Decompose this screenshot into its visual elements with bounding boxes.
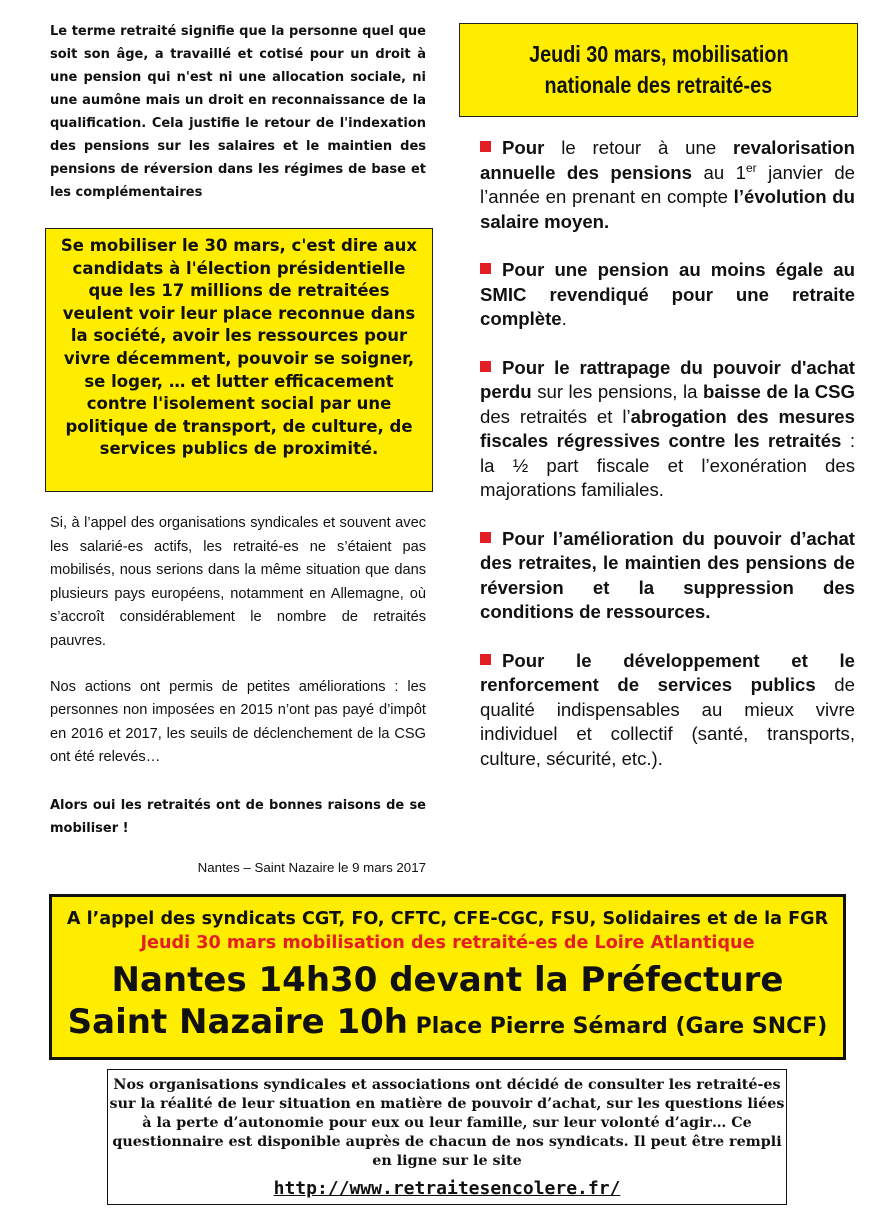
red-square-bullet-icon xyxy=(480,654,491,665)
left-callout-box xyxy=(45,228,433,492)
red-square-bullet-icon xyxy=(480,141,491,152)
banner-saint-nazaire-time: Saint Nazaire 10h xyxy=(67,1002,409,1042)
demand-3-text-c: : la ½ part fiscale et l’exonération des majorations familiales. xyxy=(480,430,855,500)
survey-text: Nos organisations syndicales et associations ont décidé de consulter les retraité-es sur la réalité de leur situation en matière de pouvoir d’achat, sur les questions liées à la perte d’autonomie pour eux ou leur famille, sur leur volonté d’agir… Ce questionnaire est disponible auprès de chacun de nos syndicats. Il peut être rempli en ligne sur le site xyxy=(109,1077,785,1169)
demand-1-lead: Pour xyxy=(502,137,545,158)
demand-1-text-a: le retour à une xyxy=(544,137,734,158)
demand-3-strong-c: abrogation des mesures fiscales régressives contre les retraités xyxy=(480,405,855,451)
survey-box xyxy=(107,1069,787,1205)
banner-nantes-location: Nantes 14h30 devant la Préfecture xyxy=(111,960,784,1000)
demands-list xyxy=(480,136,855,795)
demand-5-strong: Pour le développement et le renforcement de services publics xyxy=(480,649,855,695)
left-callout-text: Se mobiliser le 30 mars, c'est dire aux candidats à l'élection présidentielle que les 17 millions de retraitées veulent voir leur place reconnue dans la société, avoir les ressources pour vivre décemment, pouvoir se soigner, se loger, … et lutter efficacement contre l'isolement social par une politique de transport, de culture, de services publics de proximité. xyxy=(60,236,418,459)
demand-3-strong-a: Pour le rattrapage du pouvoir d'achat perdu xyxy=(480,356,855,402)
demand-1-strong-b: l’évolution du salaire moyen. xyxy=(480,186,855,232)
demand-1-text-b: au 1 xyxy=(692,161,746,183)
demand-3-strong-b: baisse de la CSG xyxy=(703,381,855,402)
demand-2-text: . xyxy=(561,308,567,329)
demand-5-text: de qualité indispensables au mieux vivre individuel et collectif (santé, transports, culture, sécurité, etc.). xyxy=(480,674,855,769)
red-square-bullet-icon xyxy=(480,532,491,543)
left-body-conclusion: Alors oui les retraités ont de bonnes raisons de se mobiliser ! xyxy=(50,797,426,836)
demand-3-text-a: sur les pensions, la xyxy=(531,381,703,402)
mobilisation-banner xyxy=(49,894,846,1060)
demand-2-strong: Pour une pension au moins égale au SMIC revendiqué pour une retraite complète xyxy=(480,259,855,329)
banner-saint-nazaire-location xyxy=(52,1001,843,1049)
right-callout-box xyxy=(459,23,858,117)
left-body-paragraph-2: Nos actions ont permis de petites améliorations : les personnes non imposées en 2015 n’ont pas payé d’impôt en 2016 et 2017, les seuils de déclenchement de la CSG ont été relevés… xyxy=(50,678,426,766)
demand-1-superscript: er xyxy=(745,160,757,175)
right-callout-line-2: nationale des retraité-es xyxy=(544,72,773,98)
survey-link[interactable]: http://www.retraitesencolere.fr/ xyxy=(273,1178,621,1199)
red-square-bullet-icon xyxy=(480,263,491,274)
demand-3-text-b: des retraités et l’ xyxy=(480,405,631,427)
red-square-bullet-icon xyxy=(480,361,491,372)
left-body xyxy=(50,512,426,840)
left-body-paragraph-1: Si, à l’appel des organisations syndicales et souvent avec les salarié-es actifs, les retraité-es ne s’étaient pas mobilisés, nous serions dans la même situation que dans plusieurs pays européens, notamment en Allemagne, où s’accroît considérablement le nombre de retraités pauvres. xyxy=(50,515,426,649)
banner-subtitle: Jeudi 30 mars mobilisation des retraité-es de Loire Atlantique xyxy=(140,933,755,953)
demand-item-4 xyxy=(480,527,855,625)
demand-item-5 xyxy=(480,649,855,772)
demand-4-strong: Pour l’amélioration du pouvoir d’achat des retraites, le maintien des pensions de réversion et la suppression des conditions de ressources. xyxy=(480,527,855,622)
demand-1-text-c: janvier de l’année en prenant en compte xyxy=(480,161,856,207)
intro-paragraph: Le terme retraité signifie que la personne quel que soit son âge, a travaillé et cotisé pour un droit à une pension qui n'est ni une allocation sociale, ni une aumône mais un droit en reconnaissance de la qualification. Cela justifie le retour de l'indexation des pensions sur les salaires et le maintien des pensions de réversion dans les régimes de base et les complémentaires xyxy=(50,24,426,200)
dateline: Nantes – Saint Nazaire le 9 mars 2017 xyxy=(197,860,426,875)
demand-item-1 xyxy=(480,136,855,234)
demand-item-2 xyxy=(480,258,855,332)
right-callout-line-1: Jeudi 30 mars, mobilisation xyxy=(528,41,789,67)
demand-1-strong-a: revalorisation annuelle des pensions xyxy=(480,137,855,183)
demand-item-3 xyxy=(480,356,855,503)
banner-saint-nazaire-place: Place Pierre Sémard (Gare SNCF) xyxy=(408,1014,828,1039)
banner-organisers: A l’appel des syndicats CGT, FO, CFTC, CFE-CGC, FSU, Solidaires et de la FGR xyxy=(66,909,829,929)
